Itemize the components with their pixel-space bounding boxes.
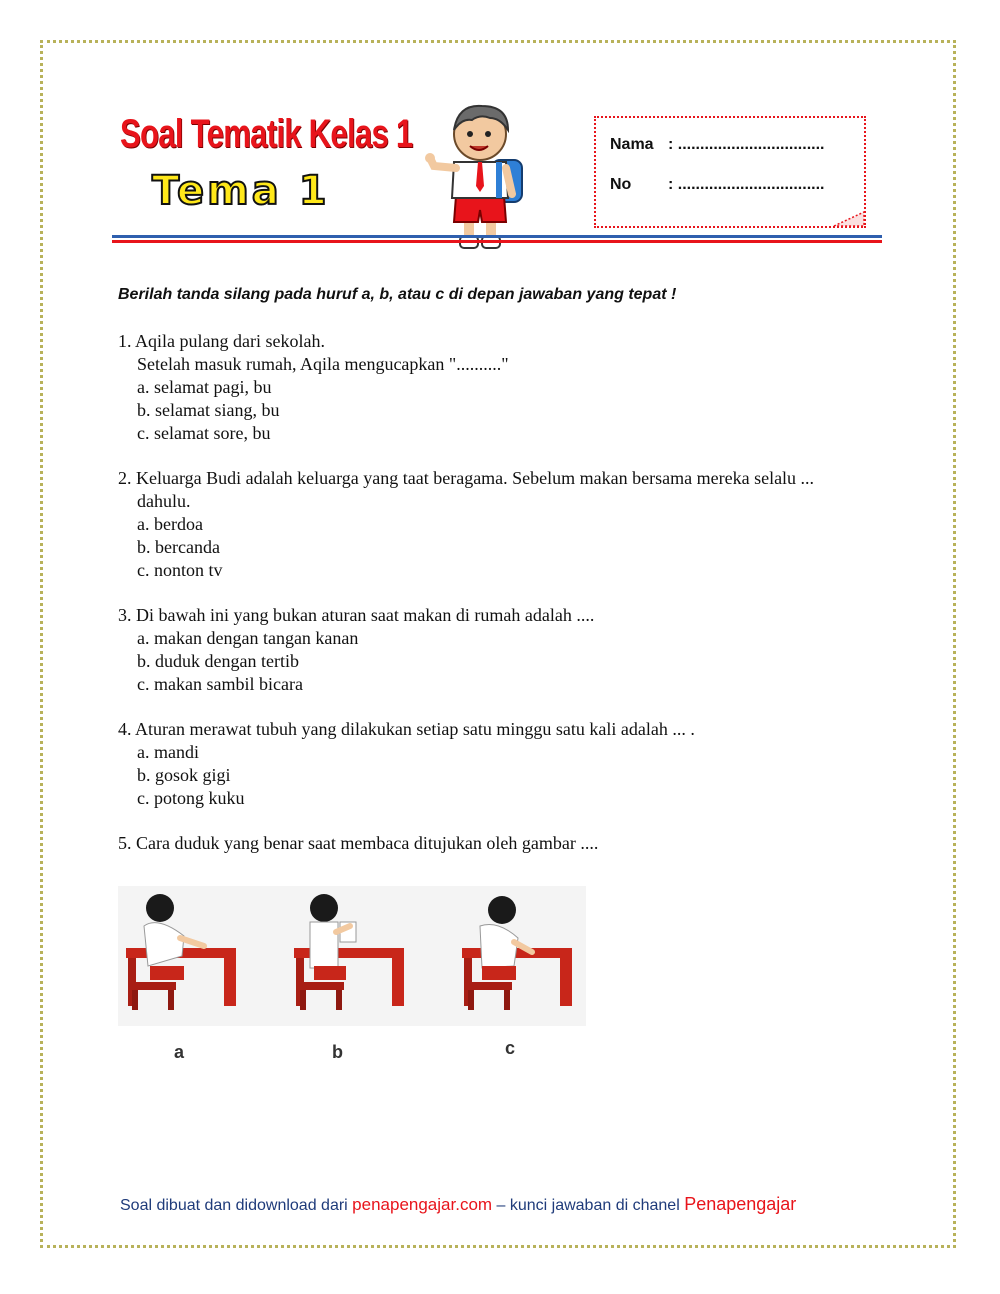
question-2-line-2: dahulu. bbox=[137, 491, 191, 511]
question-1 bbox=[118, 330, 898, 445]
name-row bbox=[610, 136, 824, 154]
question-4 bbox=[118, 718, 898, 810]
question-1-option-c[interactable]: c. selamat sore, bu bbox=[137, 423, 271, 443]
question-5 bbox=[118, 832, 898, 855]
name-blank[interactable]: : ................................. bbox=[668, 136, 825, 153]
worksheet-title: Soal Tematik Kelas 1 bbox=[120, 112, 413, 156]
figure-label-c: c bbox=[505, 1038, 516, 1058]
figure-label-a: a bbox=[174, 1042, 185, 1062]
instruction-text: Berilah tanda silang pada huruf a, b, atau c di depan jawaban yang tepat ! bbox=[118, 286, 677, 303]
sitting-posture-figure bbox=[118, 886, 586, 1026]
number-blank[interactable]: : ................................. bbox=[668, 176, 825, 193]
footer-text-1: Soal dibuat dan didownload dari bbox=[120, 1197, 353, 1214]
question-4-option-b[interactable]: b. gosok gigi bbox=[137, 765, 231, 785]
question-2-line-1: 2. Keluarga Budi adalah keluarga yang taat beragama. Sebelum makan bersama mereka selalu ... bbox=[118, 468, 815, 488]
number-row bbox=[610, 176, 824, 194]
footer-text-2: – kunci jawaban di chanel bbox=[492, 1197, 685, 1214]
question-2 bbox=[118, 467, 898, 582]
question-1-option-a[interactable]: a. selamat pagi, bu bbox=[137, 377, 272, 397]
worksheet-subtitle: Tema 1 bbox=[152, 168, 330, 214]
footer-site-link[interactable]: penapengajar.com bbox=[352, 1195, 493, 1214]
number-label: No bbox=[610, 176, 632, 193]
schoolboy-illustration bbox=[420, 100, 550, 252]
question-3-option-c[interactable]: c. makan sambil bicara bbox=[137, 674, 303, 694]
header-rule-red bbox=[112, 240, 882, 243]
question-4-option-c[interactable]: c. potong kuku bbox=[137, 788, 245, 808]
page-curl-icon bbox=[832, 210, 866, 228]
question-3-line-1: 3. Di bawah ini yang bukan aturan saat makan di rumah adalah .... bbox=[118, 605, 595, 625]
name-label: Nama bbox=[610, 136, 654, 153]
question-1-line-2: Setelah masuk rumah, Aqila mengucapkan ".........." bbox=[137, 354, 509, 374]
question-2-option-b[interactable]: b. bercanda bbox=[137, 537, 220, 557]
question-2-option-a[interactable]: a. berdoa bbox=[137, 514, 203, 534]
question-4-option-a[interactable]: a. mandi bbox=[137, 742, 199, 762]
question-5-line-1: 5. Cara duduk yang benar saat membaca ditujukan oleh gambar .... bbox=[118, 833, 599, 853]
question-3-option-a[interactable]: a. makan dengan tangan kanan bbox=[137, 628, 359, 648]
footer-credit bbox=[120, 1194, 796, 1215]
figure-label-b: b bbox=[332, 1042, 343, 1062]
question-2-option-c[interactable]: c. nonton tv bbox=[137, 560, 223, 580]
question-3 bbox=[118, 604, 898, 696]
identity-box bbox=[594, 116, 866, 228]
question-4-line-1: 4. Aturan merawat tubuh yang dilakukan setiap satu minggu satu kali adalah ... . bbox=[118, 719, 695, 739]
question-1-line-1: 1. Aqila pulang dari sekolah. bbox=[118, 331, 325, 351]
question-3-option-b[interactable]: b. duduk dengan tertib bbox=[137, 651, 299, 671]
question-1-option-b[interactable]: b. selamat siang, bu bbox=[137, 400, 280, 420]
question-list bbox=[118, 330, 898, 877]
header-rule-blue bbox=[112, 235, 882, 238]
footer-channel-link[interactable]: Penapengajar bbox=[684, 1194, 797, 1214]
